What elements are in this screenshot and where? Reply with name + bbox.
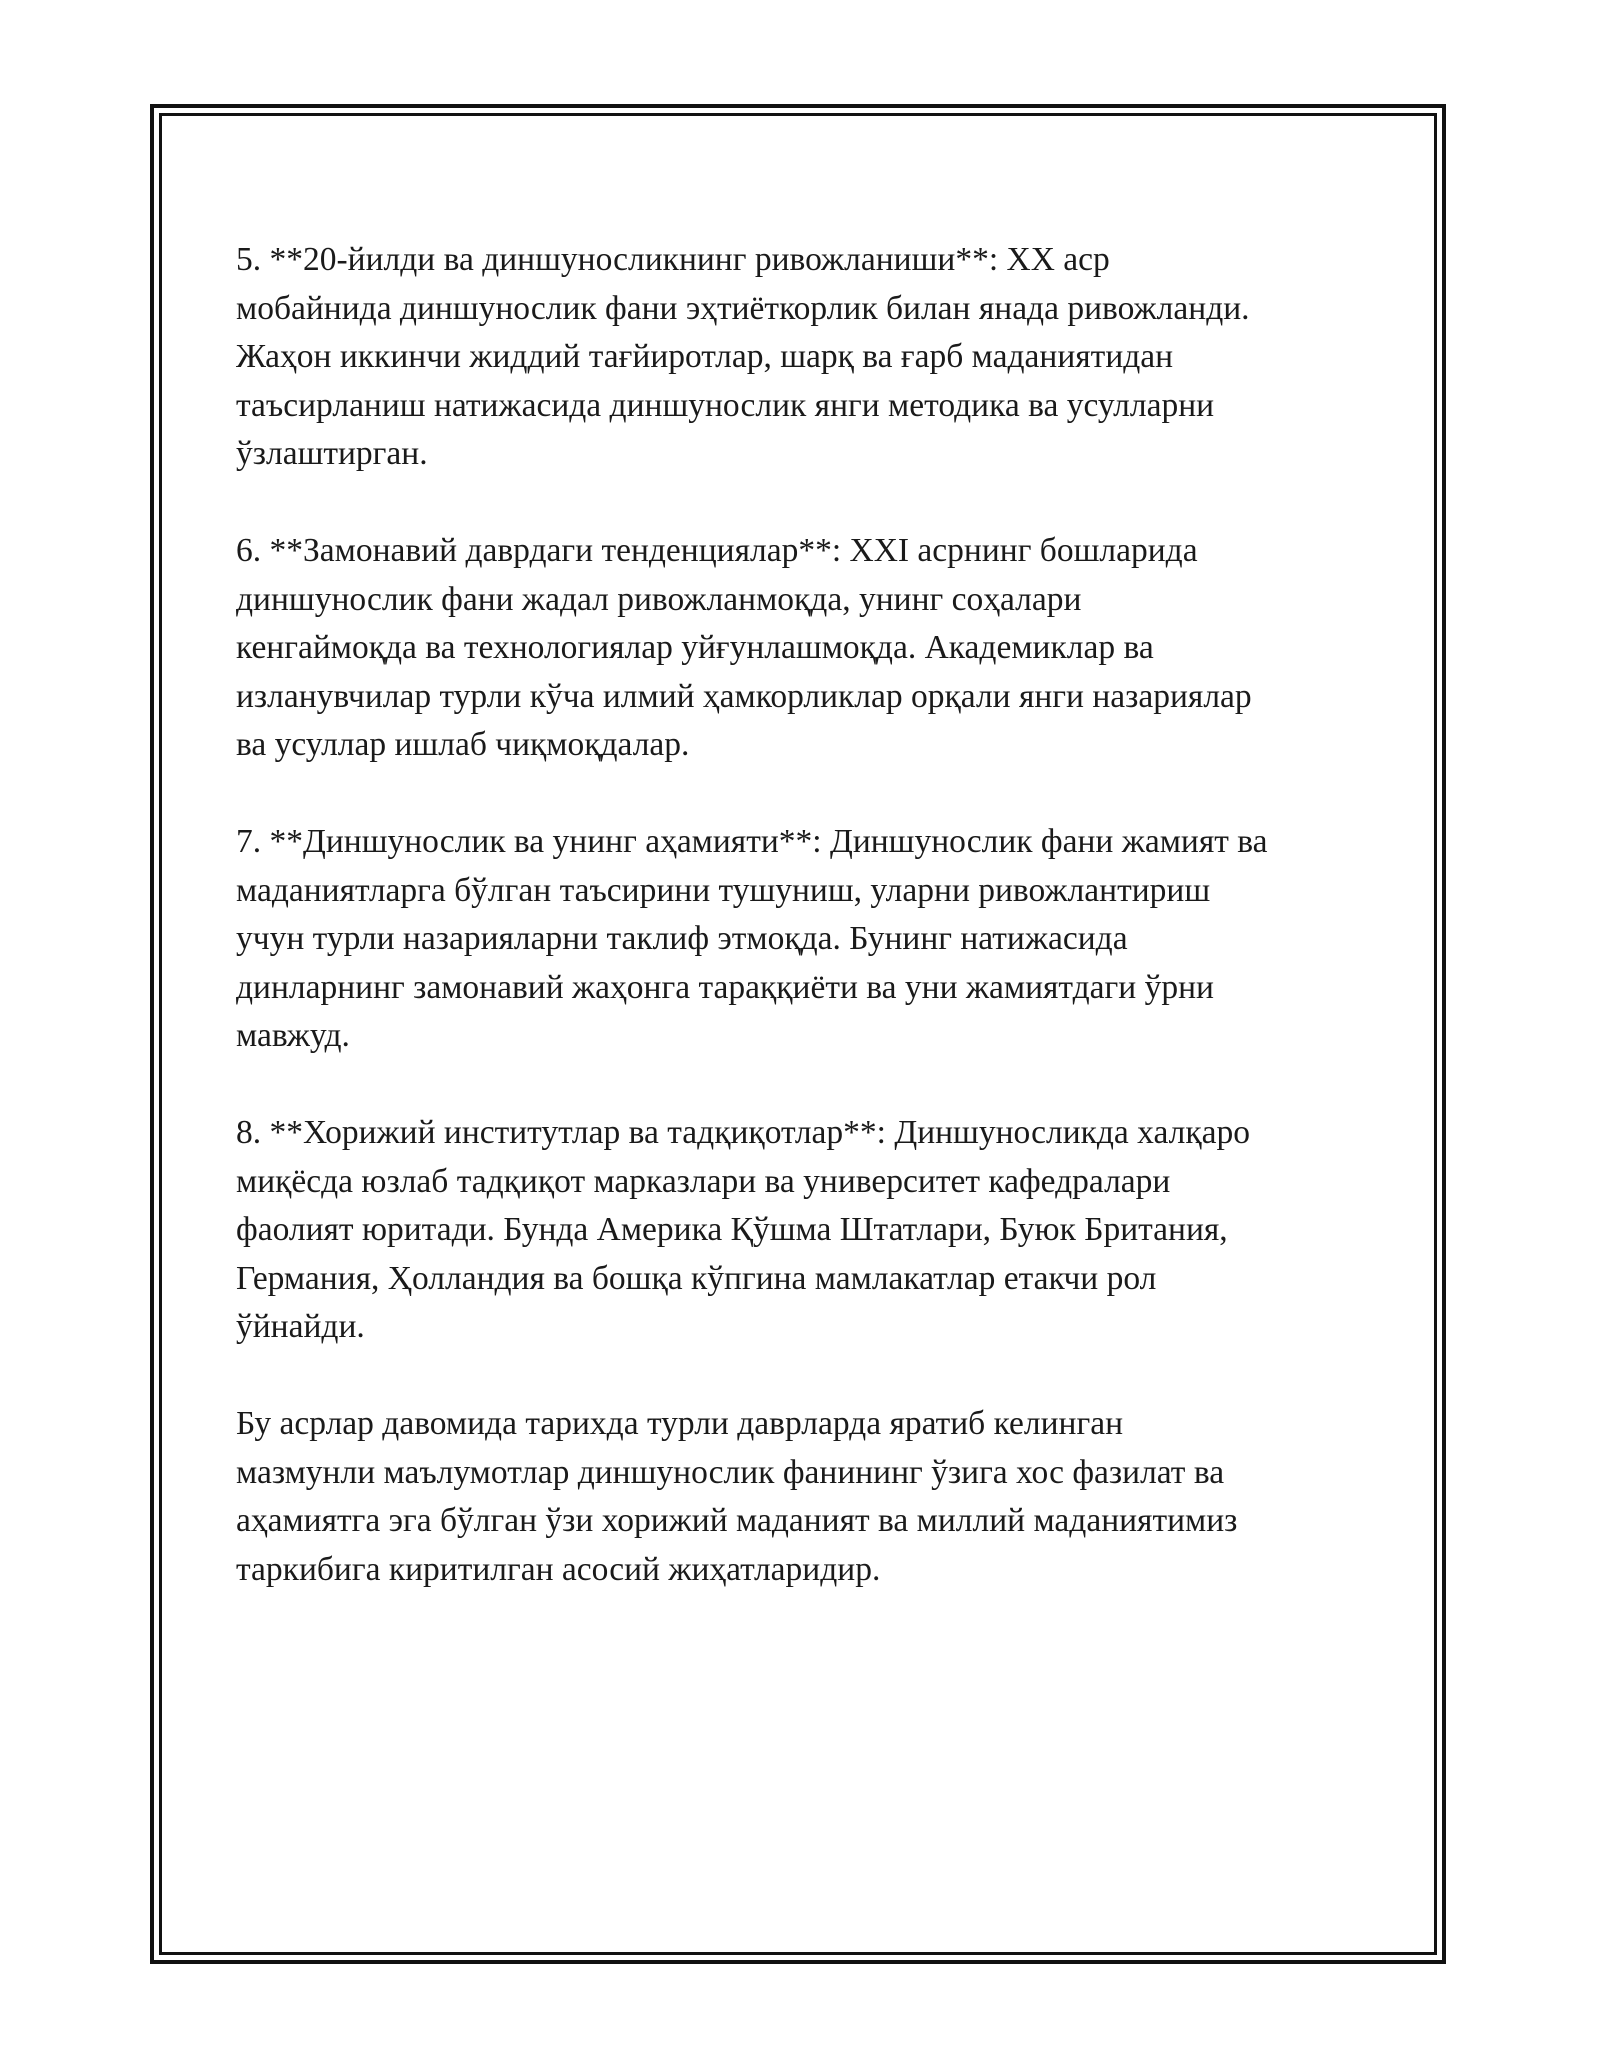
paragraph-item-7 (236, 818, 1366, 1061)
paragraph-conclusion (236, 1400, 1366, 1594)
text-line: таркибига киритилган асосий жиҳатларидир. (236, 1550, 881, 1588)
text-line: фаолият юритади. Бунда Америка Қўшма Штатлари, Буюк Британия, (236, 1211, 1228, 1248)
text-line: таъсирланиш натижасида диншунослик янги методика ва усулларни (236, 386, 1215, 424)
text-line: маданиятларга бўлган таъсирини тушуниш, уларни ривожлантириш (236, 871, 1211, 909)
text-line: мавжуд. (236, 1017, 350, 1054)
paragraph-item-5 (236, 236, 1366, 479)
text-line: 7. **Диншунослик ва унинг аҳамияти**: Диншунослик фани жамият ва (236, 823, 1268, 860)
text-line: Жаҳон иккинчи жиддий тағйиротлар, шарқ ва ғарб маданиятидан (236, 338, 1174, 375)
text-line: учун турли назарияларни таклиф этмоқда. Бунинг натижасида (236, 920, 1128, 957)
text-line: динларнинг замонавий жаҳонга тараққиёти ва уни жамиятдаги ўрни (236, 968, 1214, 1006)
text-line: 5. **20-йилди ва диншуносликнинг ривожланиши**: XX аср (236, 241, 1110, 278)
text-line: мобайнида диншунослик фани эҳтиёткорлик билан янада ривожланди. (236, 289, 1250, 327)
text-line: 8. **Хорижий институтлар ва тадқиқотлар**: Диншуносликда халқаро (236, 1114, 1251, 1151)
text-line: ўйнайди. (236, 1308, 365, 1345)
paragraph-item-8 (236, 1109, 1366, 1352)
text-line: Германия, Ҳолландия ва бошқа кўпгина мамлакатлар етакчи рол (236, 1259, 1157, 1297)
document-body (236, 236, 1366, 1643)
text-line: аҳамиятга эга бўлган ўзи хорижий маданият ва миллий маданиятимиз (236, 1502, 1238, 1539)
text-line: миқёсда юзлаб тадқиқот марказлари ва университет кафедралари (236, 1162, 1171, 1200)
text-line: кенгаймоқда ва технологиялар уйғунлашмоқда. Академиклар ва (236, 629, 1154, 666)
text-line: ва усуллар ишлаб чиқмоқдалар. (236, 726, 690, 763)
text-line: диншунослик фани жадал ривожланмоқда, унинг соҳалари (236, 580, 1082, 618)
paragraph-item-6 (236, 527, 1366, 770)
text-line: изланувчилар турли кўча илмий ҳамкорликлар орқали янги назариялар (236, 677, 1252, 715)
text-line: Бу асрлар давомида тарихда турли даврларда яратиб келинган (236, 1405, 1124, 1442)
text-line: ўзлаштирган. (236, 435, 428, 472)
text-line: мазмунли маълумотлар диншунослик фанининг ўзига хос фазилат ва (236, 1453, 1225, 1491)
text-line: 6. **Замонавий даврдаги тенденциялар**: XXI асрнинг бошларида (236, 532, 1198, 569)
